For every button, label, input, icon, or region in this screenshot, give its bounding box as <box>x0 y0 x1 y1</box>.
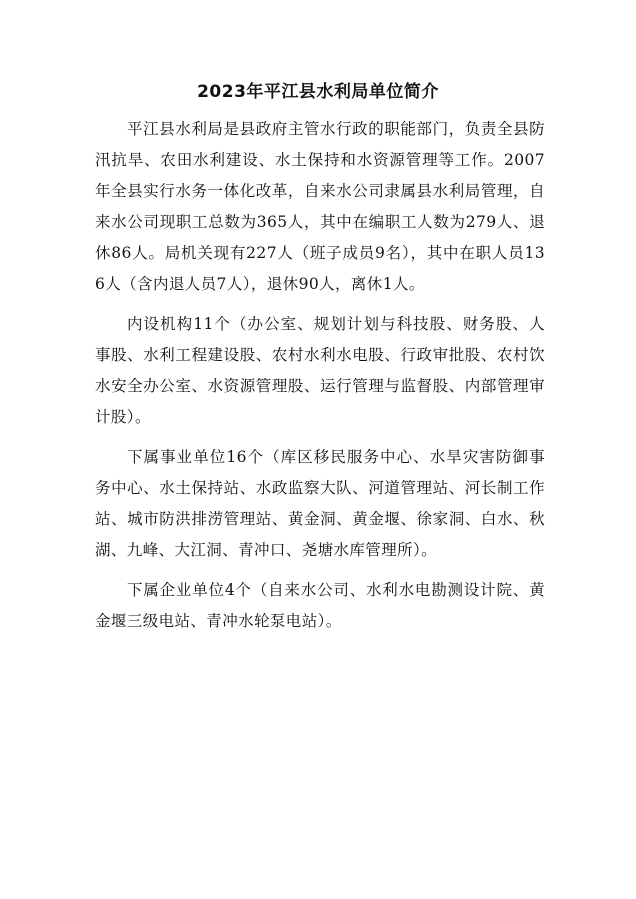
paragraph-affiliated-institutions: 下属事业单位16个（库区移民服务中心、水旱灾害防御事务中心、水土保持站、水政监察大队、河道管理站、河长制工作站、城市防洪排涝管理站、黄金洞、黄金堰、徐家洞、白水、秋湖、九峰、大江洞、青冲口、尧塘水库管理所）。 <box>95 448 545 559</box>
paragraph-overview: 平江县水利局是县政府主管水行政的职能部门，负责全县防汛抗旱、农田水利建设、水土保持和水资源管理等工作。2007年全县实行水务一体化改革，自来水公司隶属县水利局管理，自来水公司现职工总数为365人，其中在编职工人数为279人、退休86人。局机关现有227人（班子成员9名），其中在职人员136人（含内退人员7人），退休90人，离休1人。 <box>95 120 545 293</box>
paragraph-internal-departments: 内设机构11个（办公室、规划计划与科技股、财务股、人事股、水利工程建设股、农村水利水电股、行政审批股、农村饮水安全办公室、水资源管理股、运行管理与监督股、内部管理审计股）。 <box>95 315 545 426</box>
document-title: 2023年平江县水利局单位简介 <box>197 82 439 102</box>
document-body <box>95 114 545 646</box>
paragraph-affiliated-enterprises: 下属企业单位4个（自来水公司、水利水电勘测设计院、黄金堰三级电站、青冲水轮泵电站）。 <box>95 581 545 630</box>
